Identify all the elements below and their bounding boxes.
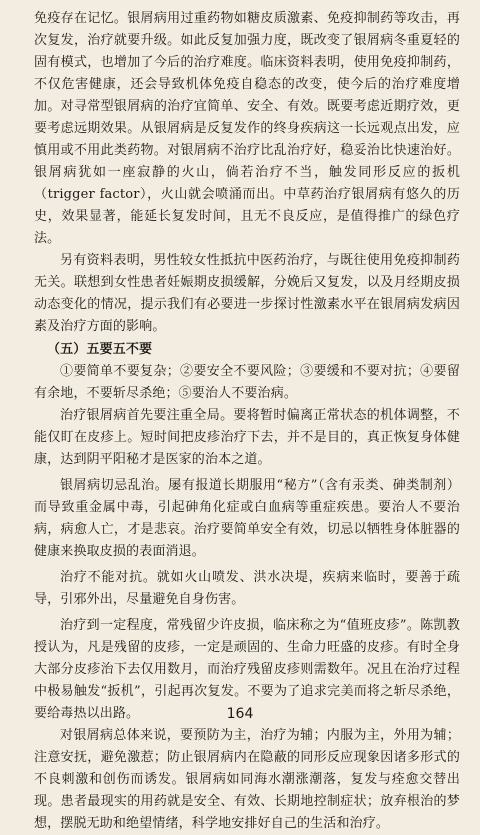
paragraph-gender-factors: 另有资料表明，男性较女性抵抗中医药治疗，与既往使用免疫抑制药无关。联想到女性患者妊娠期皮损缓解，分娩后又复发，以及月经期皮损动态变化的情况，提示我们有必要进一步探讨性激素水平在银屑病发病因素及治疗方面的影响。 bbox=[34, 253, 460, 334]
paragraph-no-confrontation: 治疗不能对抗。就如火山喷发、洪水决堤，疾病来临时，要善于疏导，引邪外出，尽量避免自身伤害。 bbox=[34, 570, 460, 607]
paragraph-immune-memory: 免疫存在记忆。银屑病用过重药物如糖皮质激素、免疫抑制药等攻击，再次复发，治疗就要升级。如此反复加强力度，既改变了银屑病冬重夏轻的固有模式，也增加了今后的治疗难度。临床资料表明，使用免疫抑制药，不仅危害健康，还会导致机体免疫自稳态的改变，使今后的治疗难度增加。对寻常型银屑病的治疗宜简单、安全、有效。既要考虑近期疗效，更要考虑远期效果。从银屑病是反复发作的终身疾病这一长远观点出发，应慎用或不用此类药物。对银屑病不治疗比乱治疗好，稳妥治比快速治好。银屑病犹如一座寂静的火山，倘若治疗不当，触发同形反应的扳机（trigger factor），火山就会喷涌而出。中草药治疗银屑病有悠久的历史，效果显著，能延长复发时间，且无不良反应，是值得推广的绿色疗法。 bbox=[34, 11, 460, 246]
paragraph-five-dos-list: ①要简单不要复杂；②要安全不要风险；③要缓和不要对抗；④要留有余地，不要斩尽杀绝；⑤要治人不要治病。 bbox=[34, 364, 460, 401]
section-heading: （五）五要五不要 bbox=[47, 342, 153, 357]
paragraph-overall-strategy: 对银屑病总体来说，要预防为主，治疗为辅；内服为主，外用为辅；注意安抚，避免激惹；防止银屑病内在隐蔽的同形反应现象因诸多形式的不良刺激和创伤而诱发。银屑病如同海水潮涨潮落，复发与痊愈交替出现。患者最现实的用药就是安全、有效、长期地控制症状；放弃根治的梦想，摆脱无助和绝望情绪，科学地安排好自己的生活和治疗。 bbox=[34, 728, 460, 831]
page-number: 164 bbox=[226, 706, 254, 722]
paragraph-residual-lesions: 治疗到一定程度，常残留少许皮损，临床称之为“值班皮疹”。陈凯教授认为，凡是残留的皮疹，一定是顽固的、生命力旺盛的皮疹。有时全身大部分皮疹治下去仅用数月，而治疗残留皮疹则需数年。况且在治疗过程中极易触发“扳机”，引起再次复发。不要为了追求完美而将之斩尽杀绝，要给毒热以出路。 bbox=[34, 618, 460, 721]
paragraph-avoid-random-treatment: 银屑病切忌乱治。屡有报道长期服用“秘方”（含有汞类、砷类制剂）而导致重金属中毒，引起砷角化症或白血病等重症疾患。要治人不要治病，病愈人亡，才是悲哀。治疗要简单安全有效，切忌以牺牲身体脏器的健康来换取皮损的表面消退。 bbox=[34, 478, 460, 559]
paragraph-holistic-treatment: 治疗银屑病首先要注重全局。要将暂时偏离正常状态的机体调整，不能仅盯在皮疹上。短时间把皮疹治疗下去，并不是目的，真正恢复身体健康，达到阴平阳秘才是医家的治本之道。 bbox=[34, 408, 460, 467]
